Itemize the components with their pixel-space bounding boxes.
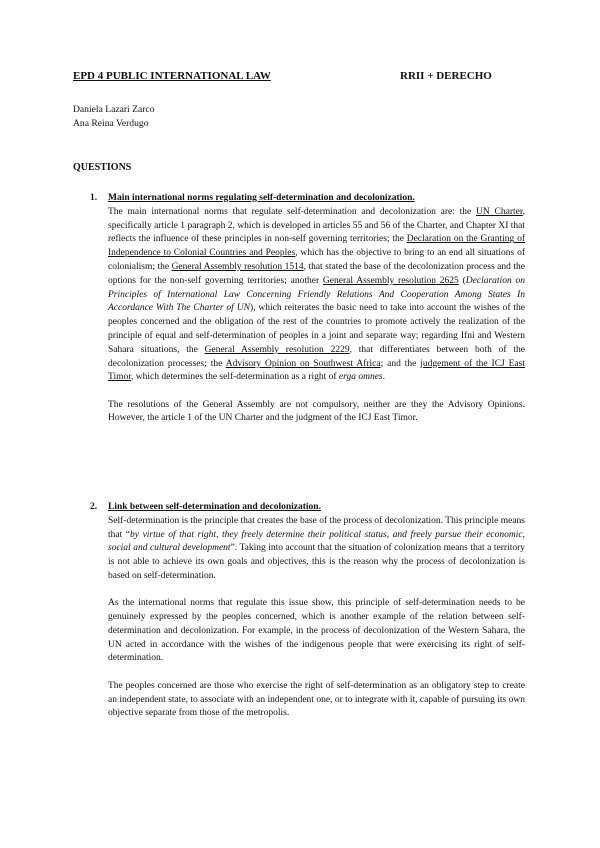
reference-un-charter: UN Charter: [476, 206, 523, 217]
reference-icj-east-timor: judgement of the ICJ East Timor: [108, 358, 525, 383]
question-1-body: [108, 206, 525, 426]
question-title: Main international norms regulating self-determination and decolonization.: [108, 193, 415, 203]
text-run: ”. Taking into account that the situation of colonization means that a territory is not able to achieve its own goals and objectives, this is the reason why the process of decolonization is based on self-determination.: [108, 543, 525, 581]
authors: [73, 103, 155, 131]
question-title: Link between self-determination and decolonization.: [108, 502, 321, 512]
question-number: 1.: [90, 193, 98, 203]
reference-resolution-1514: General Assembly resolution 1514: [171, 261, 304, 272]
paragraph: As the international norms that regulate this issue show, this principle of self-determination needs to be genuinely expressed by the peoples concerned, which is another example of the relation between self-determination and decolonization. For example, in the process of decolonization of the Western Sahara, the UN acted in accordance with the wishes of the indigenous people that were exercising its right of self-determination.: [108, 598, 525, 664]
paragraph: [108, 206, 525, 385]
paragraph: The peoples concerned are those who exercise the right of self-determination as an obligatory step to create an independent state, to associate with an independent one, or to integrate with it, capable of pursuing its own objective separate from those of the metropolis.: [108, 680, 525, 719]
reference-declaration: Declaration on the Granting of Independence to Colonial Countries and Peoples: [108, 234, 525, 259]
reference-resolution-2229: General Assembly resolution 2229: [204, 344, 350, 355]
text-run: .: [382, 372, 386, 383]
question-number: 2.: [90, 502, 98, 512]
reference-advisory-opinion: Advisory Opinion on Southwest Africa: [225, 358, 381, 369]
author-name: Daniela Lazari Zarco: [73, 104, 155, 115]
question-1: [73, 192, 525, 440]
quote-text: by virtue of that right, they freely determine their political status, and freely pursue their economic, social and cultural development: [108, 529, 525, 554]
question-2-body: [108, 515, 525, 721]
text-run: , that stated the base of the decolonization process and the options for the non-self governing territories; another: [108, 261, 525, 286]
text-run: ; and the: [380, 358, 421, 369]
paragraph: The resolutions of the General Assembly are not compulsory, neither are they the Advisory Opinions. However, the article 1 of the UN Charter and the judgment of the ICJ East Timor.: [108, 399, 525, 424]
text-run: The main international norms that regulate self-determination and decolonization are: the: [108, 206, 477, 217]
italic-text: Declaration on Principles of International Law Concerning Friendly Relations And Cooperation Among States In Accordance With The Charter of UN: [108, 275, 525, 314]
text-run: , which determines the self-determination as a right of: [131, 372, 339, 383]
text-run: (: [458, 275, 466, 286]
text-run: , specifically article 1 paragraph 2, which is developed in articles 55 and 56 of the Charter, and Chapter XI that reflects the influence of these principles in non-self governing territories; the: [108, 206, 525, 245]
text-run: Self-determination is the principle that creates the base of the process of decolonization. This principle means that “: [108, 515, 525, 540]
questions-heading: QUESTIONS: [73, 162, 132, 173]
document-title: EPD 4 PUBLIC INTERNATIONAL LAW: [73, 70, 271, 82]
course-tag: RRII + DERECHO: [400, 70, 492, 82]
question-2: [73, 501, 525, 735]
text-run: ), which reiterates the basic need to take into account the wishes of the peoples concerned and the obligation of the rest of the countries to promote actively the realization of the principle of equal and self-determination of peoples in a joint and separate way; regarding Ifni and Western Sahara situations, the: [108, 303, 526, 355]
text-run: , which has the objective to bring to an end all situations of colonialism; the: [108, 248, 525, 272]
reference-resolution-2625: General Assembly resolution 2625: [322, 275, 459, 286]
author-name: Ana Reina Verdugo: [73, 118, 149, 129]
text-run: , that differentiates between both of the decolonization processes; the: [108, 344, 525, 369]
italic-text: erga omnes: [338, 372, 383, 383]
question-2-title: [73, 501, 525, 515]
paragraph: [108, 515, 525, 584]
question-1-title: [73, 192, 525, 206]
